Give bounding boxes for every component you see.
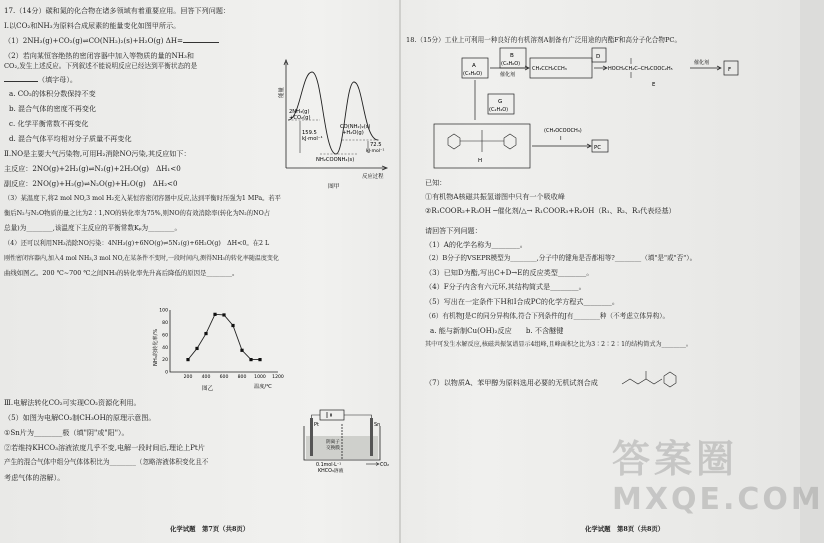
jia-xlabel: 反应过程 (362, 174, 384, 180)
jia-label-ea1-unit: kJ·mol⁻¹ (302, 136, 323, 142)
e-structure: HOCH₂CH₂C─CH₂COOC₂H₅ (608, 66, 673, 72)
yi-ytick-label: 0 (165, 370, 168, 376)
q17-3c: 总量)为________,该温度下主反应的平衡常数Kₚ为________。 (4, 224, 182, 232)
q18-4: （4）F分子内含有六元环,其结构简式是________。 (425, 282, 586, 291)
cell-label-solution: KHCO₃溶液 (318, 469, 344, 474)
pc-label: PC (594, 145, 602, 151)
main-reaction: 主反应：2NO(g)+2H₂(g)⇌N₂(g)+2H₂O(g) ΔH₁<0 (4, 164, 181, 173)
box-g-label: G (498, 99, 503, 105)
figure-yi-conversion-chart (150, 306, 290, 392)
yi-xtick-label: 1000 (254, 375, 266, 380)
cell-label-membrane2: 交换膜 (326, 446, 340, 451)
q17-title: 17.（14分）碳和氮的化合物在诸多领域有着重要应用。回答下列问题： (4, 6, 231, 15)
q17-4b: 刚性密闭容器内,加入4 mol NH₃,3 mol NO,在某条件不变时,一段时间内,测得NH₃的转化率随温度变化 (4, 255, 279, 262)
q17-5-2a: ②若维持KHCO₃溶液浓度几乎不变,电解一段时间后,理论上Pt片 (4, 443, 205, 452)
yi-xtick-label: 200 (183, 375, 193, 380)
box-g-formula: (C₂H₄O) (489, 107, 509, 113)
yi-series-line (188, 314, 260, 359)
yi-data-point (213, 313, 216, 316)
target-molecule (620, 366, 700, 390)
box-b-formula: (C₆H₆O) (501, 61, 521, 67)
yi-data-point (231, 324, 234, 327)
q18-6-structure: 其中可发生水解反应,核磁共振氢谱显示4组峰,且峰面积之比为3∶2∶2∶1的结构简式为________。 (425, 341, 693, 348)
jia-label-product1: CO(NH₂)₂(s) (340, 124, 371, 130)
i-label: I (560, 136, 562, 142)
q17-part3: Ⅲ.电解法转化CO₂可实现CO₂资源化利用。 (4, 398, 141, 407)
q17-5: （5）如图为电解CO₂制CH₃OH的原理示意图。 (4, 413, 156, 422)
right-footer: 化学试题 第8页（共8页） (585, 525, 665, 533)
q17-2a: （2）若向某恒容绝热的密闭容器中加入等物质的量的NH₃和 (4, 51, 194, 60)
q17-3b: 衡后N₂与N₂O物质的量之比为2∶1,NO的转化率为75%,则NO的有效消除率(转化为N₂的NO占 (4, 210, 271, 217)
i-formula: (CH₃OCOOCH₃) (544, 128, 582, 134)
q17-part1: Ⅰ.以CO₂和NH₃为原料合成尿素的能量变化如图甲所示。 (4, 21, 181, 30)
watermark-logo-text: 答案圈 (612, 437, 739, 481)
watermark-url: MXQE.COM (612, 482, 824, 517)
cell-label-co2: CO₂ (380, 463, 390, 468)
jia-label-product2: +H₂O(g) (342, 130, 364, 136)
q18-title: 18.（15分）工业上可利用一种良好的有机溶剂A制备有广泛用途的内酯F和高分子化合物PC。 (406, 36, 682, 44)
yi-ytick-label: 20 (162, 358, 168, 364)
pt-electrode (310, 418, 313, 456)
box-a-label: A (472, 63, 476, 69)
figure-electrolysis-cell (296, 408, 396, 474)
q18-7: （7）以物质A、苯甲醇为原料选用必要的无机试剂合成 (425, 378, 598, 387)
known-label: 已知： (425, 178, 447, 187)
q17-part2: Ⅱ.NO是主要大气污染物,可用H₂消除NO污染,其反应如下： (4, 149, 191, 158)
opt-a: a. CO₂的体积分数保持不变 (9, 89, 96, 98)
box-d-label: D (596, 54, 601, 60)
cell-label-conc: 0.1mol·L⁻¹ (316, 463, 342, 468)
yi-data-point (204, 332, 207, 335)
yi-data-point (240, 349, 243, 352)
q18-6-options: a. 能与新制Cu(OH)₂反应 b. 不含醚键 (430, 326, 564, 335)
yi-ytick-label: 60 (162, 333, 168, 339)
yi-data-point (186, 358, 189, 361)
cell-label-sn: Sn (374, 422, 381, 428)
yi-xtick-label: 600 (219, 375, 229, 380)
q17-4a: （4）还可以利用NH₃消除NO污染：4NH₃(g)+6NO(g)⇌5N₂(g)+6H₂O(g) ΔH<0。在2 L (4, 240, 270, 247)
yi-axes (170, 310, 278, 372)
q17-5-2b: 产生的混合气体中组分气体体积比为________（忽略溶液体积变化且不 (4, 458, 209, 466)
cell-label-pt: Pt (314, 422, 319, 428)
q18-1: （1）A的化学名称为________。 (425, 240, 527, 249)
side-reaction: 副反应：2NO(g)+H₂(g)⇌N₂O(g)+H₂O(g) ΔH₂<0 (4, 179, 178, 188)
synthesis-scheme (420, 46, 770, 176)
sn-electrode (370, 418, 373, 456)
q18-3: （3）已知D为酯,写出C+D→E的反应类型________。 (425, 268, 594, 277)
page-fold (399, 0, 401, 543)
q17-1: （1）2NH₃(g)+CO₂(g)⇌CO(NH₂)₂(s)+H₂O(g) ΔH= (4, 36, 219, 45)
yi-ylabel: NH₃的转化率/% (153, 328, 159, 366)
q18-6: （6）有机物J是C的同分异构体,符合下列条件的J有________种（不考虑立体异构）。 (425, 312, 670, 320)
q17-3a: （3）某温度下,将2 mol NO,3 mol H₂充入某恒容密闭容器中反应,达到平衡时压强为1 MPa。若平 (4, 195, 281, 202)
watermark (612, 436, 824, 540)
jia-label-ea2: 72.5 (370, 142, 382, 148)
q17-2b: CO₂,发生上述反应。下列叙述不能说明反应已经达到平衡状态的是 (4, 62, 198, 70)
opt-b: b. 混合气体的密度不再变化 (9, 104, 97, 113)
yi-xtick-label: 1200 (272, 375, 284, 380)
yi-xtick-label: 800 (237, 375, 247, 380)
yi-ytick-label: 40 (162, 345, 168, 351)
yi-data-point (222, 313, 225, 316)
q18-2: （2）B分子的VSEPR模型为________,分子中的键角是否都相等?________（填"是"或"否"）。 (425, 254, 697, 262)
yi-xlabel: 温度/℃ (254, 384, 272, 390)
box-f-label: F (728, 67, 732, 73)
q17-4c: 曲线如图乙。200 ℃~700 ℃之间NH₃的转化率先升高后降低的原因是________。 (4, 269, 239, 277)
known-1: ①有机物A核磁共振氢谱图中只有一个吸收峰 (425, 192, 565, 201)
jia-label-reactant1: 2NH₃(g) (289, 109, 310, 115)
yi-data-point (258, 358, 261, 361)
jia-label-reactant2: +CO₂(g) (289, 115, 311, 121)
jia-ylabel: 能量 (279, 87, 285, 98)
e-label: E (652, 82, 656, 88)
yi-caption: 图乙 (202, 386, 214, 392)
yi-xtick-label: 400 (201, 375, 211, 380)
opt-d: d. 混合气体平均相对分子质量不再变化 (9, 134, 132, 143)
power-source (320, 410, 344, 420)
cat2-label: 催化剂 (694, 60, 710, 66)
box-b-label: B (510, 53, 514, 59)
yi-ytick-label: 100 (159, 308, 168, 314)
yi-data-point (249, 358, 252, 361)
figure-jia-energy-diagram (280, 58, 392, 190)
cell-label-membrane1: 阴离子 (326, 440, 340, 445)
jia-label-ea2-unit: kJ·mol⁻¹ (366, 149, 385, 154)
jia-caption: 图甲 (328, 184, 340, 190)
q18-5: （5）写出在一定条件下H和I合成PC的化学方程式________。 (425, 297, 619, 306)
box-c-label: CH₃CCH₂CCH₃ (532, 66, 567, 72)
known-2: ②R₁COOR₂+R₃OH ─催化剂/△→ R₁COOR₃+R₂OH（R₁、R₂、R₃代表烃基） (425, 206, 676, 215)
yi-ytick-label: 80 (162, 321, 168, 326)
q17-5-1: ①Sn片为________极（填"阴"或"阳"）。 (4, 428, 129, 437)
jia-label-ea1: 159.5 (302, 130, 317, 136)
opt-c: c. 化学平衡常数不再变化 (9, 119, 89, 128)
q17-2c: （填字母）。 (4, 75, 77, 84)
left-footer: 化学试题 第7页（共8页） (170, 525, 250, 533)
q17-5-2c: 考虑气体的溶解）。 (4, 473, 65, 482)
h-label: H (478, 158, 483, 164)
answer-intro: 请回答下列问题： (425, 226, 482, 235)
box-a-formula: (C₃H₆O) (463, 71, 483, 77)
cat1-label: 催化剂 (500, 72, 516, 78)
jia-label-intermediate: NH₂COONH₄(s) (316, 157, 355, 163)
yi-data-point (195, 347, 198, 350)
